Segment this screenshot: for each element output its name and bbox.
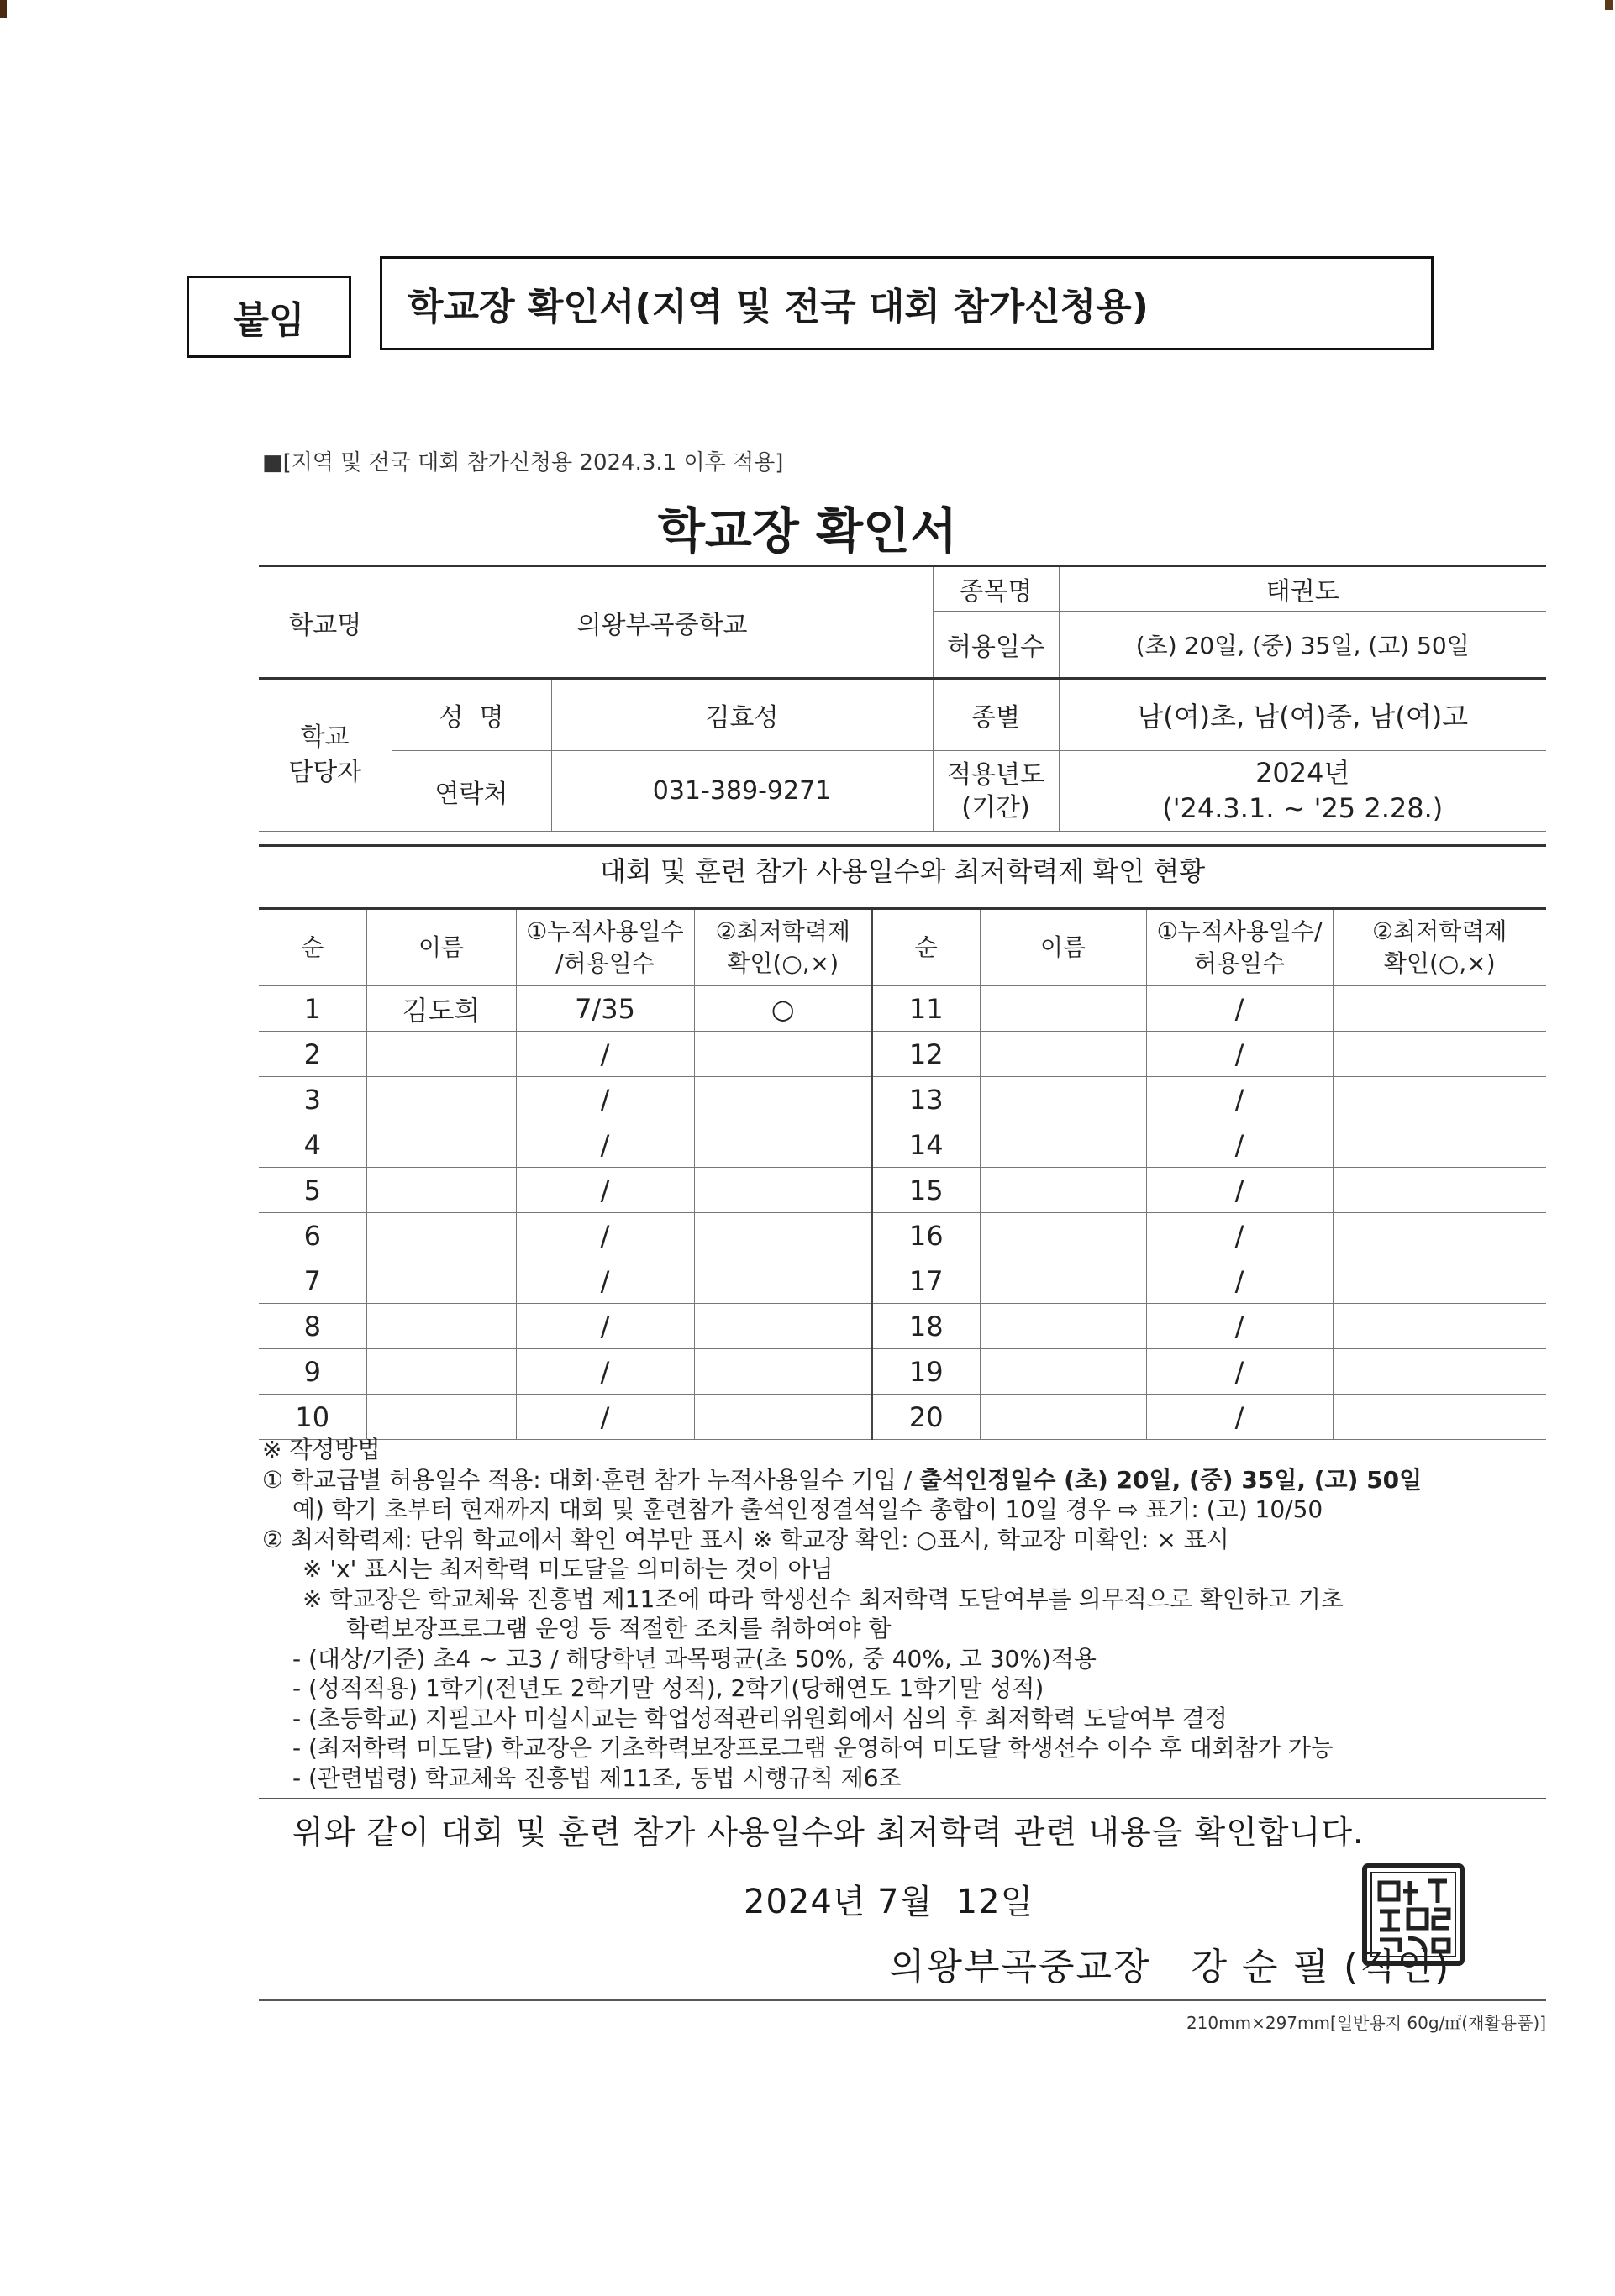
row-number: 13 xyxy=(872,1077,980,1122)
contact-value: 031-389-9271 xyxy=(551,751,933,832)
min-academic-check xyxy=(1333,1258,1546,1304)
row-number: 1 xyxy=(259,986,366,1032)
table-row xyxy=(259,1395,1546,1440)
header-name: 이름 xyxy=(366,909,516,986)
cumulative-days: / xyxy=(1146,1304,1333,1349)
student-name xyxy=(980,1077,1146,1122)
min-academic-check xyxy=(1333,1077,1546,1122)
issue-date: 2024년 7월 12일 xyxy=(744,1883,1034,1921)
student-name: 김도희 xyxy=(366,986,516,1032)
instruction-line: ※ 학교장은 학교체육 진흥법 제11조에 따라 학생선수 최저학력 도달여부를 의무적으로 확인하고 기초 xyxy=(302,1584,1344,1613)
row-number: 18 xyxy=(872,1304,980,1349)
cumulative-days: / xyxy=(516,1077,694,1122)
student-name xyxy=(980,1349,1146,1395)
year-value: 2024년 ('24.3.1. ~ '25 2.28.) xyxy=(1059,751,1546,832)
student-name xyxy=(366,1122,516,1168)
signer: 의왕부곡중교장 강 순 필 (직인) xyxy=(889,1946,1451,1989)
name-label: 성 명 xyxy=(392,679,551,751)
attachment-label: 붙임 xyxy=(187,276,351,358)
min-academic-check xyxy=(1333,1032,1546,1077)
cumulative-days: 7/35 xyxy=(516,986,694,1032)
min-academic-check xyxy=(694,1077,872,1122)
header-min-academic: ②최저학력제 확인(○,×) xyxy=(694,909,872,986)
header-min-academic: ②최저학력제 확인(○,×) xyxy=(1333,909,1546,986)
min-academic-check xyxy=(1333,986,1546,1032)
allowed-days-label: 허용일수 xyxy=(933,612,1059,679)
section-title: 대회 및 훈련 참가 사용일수와 최저학력제 확인 현황 xyxy=(599,855,1206,887)
header-no: 순 xyxy=(259,909,366,986)
student-name xyxy=(366,1304,516,1349)
row-number: 8 xyxy=(259,1304,366,1349)
cumulative-days: / xyxy=(516,1349,694,1395)
min-academic-check xyxy=(694,1395,872,1440)
cumulative-days: / xyxy=(1146,1349,1333,1395)
row-number: 9 xyxy=(259,1349,366,1395)
divider xyxy=(259,1798,1546,1799)
student-name xyxy=(366,1395,516,1440)
paper-spec: 210mm×297mm[일반용지 60g/㎡(재활용품)] xyxy=(1186,2013,1546,2033)
student-name xyxy=(980,1258,1146,1304)
school-value: 의왕부곡중학교 xyxy=(392,566,933,679)
sport-value: 태권도 xyxy=(1059,566,1546,612)
student-name xyxy=(980,986,1146,1032)
cumulative-days: / xyxy=(1146,1077,1333,1122)
cumulative-days: / xyxy=(1146,1168,1333,1213)
row-number: 5 xyxy=(259,1168,366,1213)
row-number: 19 xyxy=(872,1349,980,1395)
table-row xyxy=(259,1122,1546,1168)
table-row xyxy=(259,1258,1546,1304)
min-academic-check xyxy=(694,1304,872,1349)
instruction-line xyxy=(262,1465,1556,1495)
cumulative-days: / xyxy=(1146,1032,1333,1077)
instruction-line: 예) 학기 초부터 현재까지 대회 및 훈련참가 출석인정결석일수 총합이 10일 경우 ⇨ 표기: (고) 10/50 xyxy=(292,1495,1323,1523)
scan-mark xyxy=(0,0,7,18)
official-seal-icon xyxy=(1360,1861,1467,1968)
gender-value: 남(여)초, 남(여)중, 남(여)고 xyxy=(1059,679,1546,751)
row-number: 16 xyxy=(872,1213,980,1258)
cumulative-days: / xyxy=(516,1258,694,1304)
min-academic-check xyxy=(694,1122,872,1168)
min-academic-check: ○ xyxy=(694,986,872,1032)
instruction-line: ※ 'x' 표시는 최저학력 미도달을 의미하는 것이 아님 xyxy=(302,1555,834,1583)
instruction-text: ① 학교급별 허용일수 적용: 대회·훈련 참가 누적사용일수 기입 / xyxy=(262,1465,920,1494)
min-academic-check xyxy=(694,1032,872,1077)
header-title: 학교장 확인서(지역 및 전국 대회 참가신청용) xyxy=(380,256,1434,350)
attendance-table xyxy=(259,907,1546,1440)
sport-label: 종목명 xyxy=(933,566,1059,612)
row-number: 17 xyxy=(872,1258,980,1304)
row-number: 10 xyxy=(259,1395,366,1440)
scan-mark xyxy=(1605,0,1613,10)
student-name xyxy=(366,1213,516,1258)
confirmation-statement: 위와 같이 대회 및 훈련 참가 사용일수와 최저학력 관련 내용을 확인합니다. xyxy=(292,1814,1365,1851)
allowed-days-value: (초) 20일, (중) 35일, (고) 50일 xyxy=(1059,612,1546,679)
manager-label: 학교 담당자 xyxy=(259,679,392,832)
cumulative-days: / xyxy=(1146,1258,1333,1304)
table-row xyxy=(259,1349,1546,1395)
instruction-line: - (성적적용) 1학기(전년도 2학기말 성적), 2학기(당해연도 1학기말 성적) xyxy=(292,1674,1044,1702)
row-number: 20 xyxy=(872,1395,980,1440)
row-number: 15 xyxy=(872,1168,980,1213)
min-academic-check xyxy=(694,1213,872,1258)
cumulative-days: / xyxy=(1146,1213,1333,1258)
cumulative-days: / xyxy=(516,1395,694,1440)
table-row xyxy=(259,1213,1546,1258)
student-name xyxy=(980,1304,1146,1349)
table-row xyxy=(259,1304,1546,1349)
row-number: 6 xyxy=(259,1213,366,1258)
year-label: 적용년도 (기간) xyxy=(933,751,1059,832)
cumulative-days: / xyxy=(516,1213,694,1258)
cumulative-days: / xyxy=(516,1032,694,1077)
cumulative-days: / xyxy=(1146,1395,1333,1440)
info-table xyxy=(259,565,1546,832)
cumulative-days: / xyxy=(516,1122,694,1168)
min-academic-check xyxy=(694,1349,872,1395)
min-academic-check xyxy=(1333,1395,1546,1440)
student-name xyxy=(366,1258,516,1304)
header-name: 이름 xyxy=(980,909,1146,986)
header-cumulative-days: ①누적사용일수/ 허용일수 xyxy=(1146,909,1333,986)
divider xyxy=(259,844,1546,847)
instruction-line: - (초등학교) 지필고사 미실시교는 학업성적관리위원회에서 심의 후 최저학력 도달여부 결정 xyxy=(292,1704,1228,1732)
min-academic-check xyxy=(1333,1168,1546,1213)
instructions xyxy=(262,1435,1556,1793)
divider xyxy=(259,1999,1546,2001)
school-label: 학교명 xyxy=(259,566,392,679)
student-name xyxy=(366,1077,516,1122)
cumulative-days: / xyxy=(516,1304,694,1349)
instructions-heading: ※ 작성방법 xyxy=(262,1436,381,1463)
row-number: 12 xyxy=(872,1032,980,1077)
student-name xyxy=(366,1168,516,1213)
cumulative-days: / xyxy=(516,1168,694,1213)
row-number: 7 xyxy=(259,1258,366,1304)
min-academic-check xyxy=(1333,1349,1546,1395)
table-row xyxy=(259,1077,1546,1122)
header-no: 순 xyxy=(872,909,980,986)
cumulative-days: / xyxy=(1146,986,1333,1032)
student-name xyxy=(366,1349,516,1395)
min-academic-check xyxy=(694,1168,872,1213)
cumulative-days: / xyxy=(1146,1122,1333,1168)
student-name xyxy=(366,1032,516,1077)
row-number: 11 xyxy=(872,986,980,1032)
header-cumulative-days: ①누적사용일수 /허용일수 xyxy=(516,909,694,986)
min-academic-check xyxy=(1333,1304,1546,1349)
min-academic-check xyxy=(694,1258,872,1304)
student-name xyxy=(980,1122,1146,1168)
page-title: 학교장 확인서 xyxy=(657,502,958,560)
instruction-bold: 출석인정일수 (초) 20일, (중) 35일, (고) 50일 xyxy=(919,1465,1423,1494)
min-academic-check xyxy=(1333,1122,1546,1168)
table-row xyxy=(259,1032,1546,1077)
row-number: 4 xyxy=(259,1122,366,1168)
name-value: 김효성 xyxy=(551,679,933,751)
instruction-line: - (대상/기준) 초4 ~ 고3 / 해당학년 과목평균(초 50%, 중 40%, 고 30%)적용 xyxy=(292,1644,1097,1673)
student-name xyxy=(980,1168,1146,1213)
row-number: 14 xyxy=(872,1122,980,1168)
row-number: 3 xyxy=(259,1077,366,1122)
instruction-line: 학력보장프로그램 운영 등 적절한 조치를 취하여야 함 xyxy=(346,1615,892,1642)
instruction-line: - (관련법령) 학교체육 진흥법 제11조, 동법 시행규칙 제6조 xyxy=(292,1763,902,1792)
table-row xyxy=(259,1168,1546,1213)
instruction-line: - (최저학력 미도달) 학교장은 기초학력보장프로그램 운영하여 미도달 학생선수 이수 후 대회참가 가능 xyxy=(292,1734,1334,1762)
contact-label: 연락처 xyxy=(392,751,551,832)
student-name xyxy=(980,1213,1146,1258)
student-name xyxy=(980,1395,1146,1440)
instruction-line: ② 최저학력제: 단위 학교에서 확인 여부만 표시 ※ 학교장 확인: ○표시, 학교장 미확인: × 표시 xyxy=(262,1525,1229,1553)
applicability-note: ■[지역 및 전국 대회 참가신청용 2024.3.1 이후 적용] xyxy=(262,450,784,475)
student-name xyxy=(980,1032,1146,1077)
gender-label: 종별 xyxy=(933,679,1059,751)
row-number: 2 xyxy=(259,1032,366,1077)
table-row xyxy=(259,986,1546,1032)
min-academic-check xyxy=(1333,1213,1546,1258)
